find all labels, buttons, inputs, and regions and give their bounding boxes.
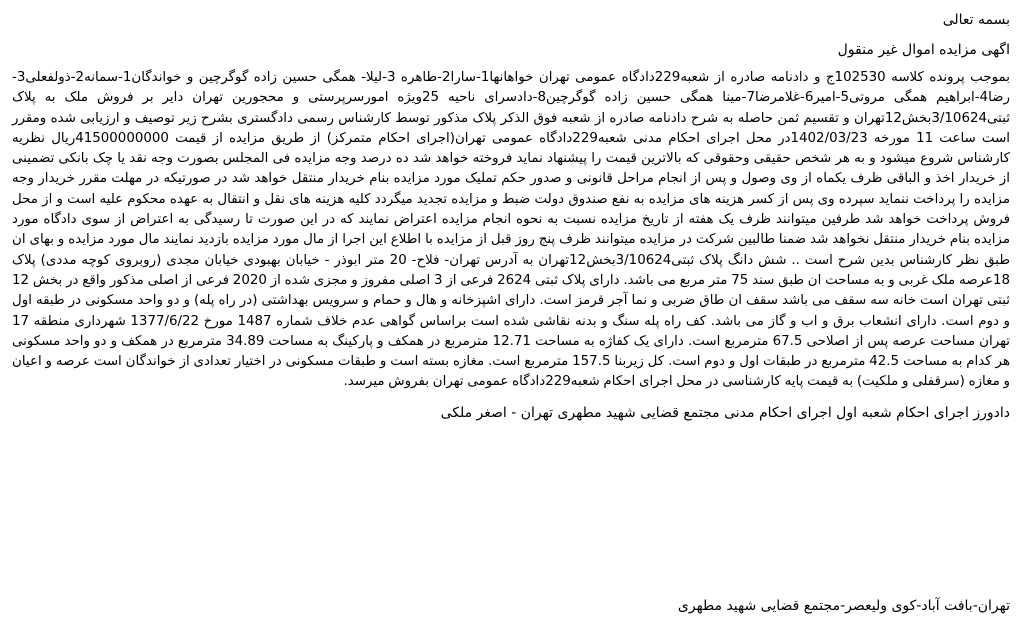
address-line: تهران-بافت آباد-کوی ولیعصر-مجتمع قضایی شهید مطهری: [677, 598, 1010, 614]
notice-body: بموجب پرونده کلاسه 102530ج و دادنامه صادره از شعبه229دادگاه عمومی تهران خواهانها1-سارا2-طاهره 3-لیلا- همگی حسین زاده گوگرچین و خواندگان1-سمانه2-ذولفعلی3-رضا4-ابراهیم همگی مروتی5-امیر6-غلامرضا7-مینا همگی حسین زاده گوگرچین8-دادسرای ناحیه 25ویژه امورسرپرستی و محجورین تهران دایر بر فروش ملک به پلاک ثبتی3/10624بخش12تهران و تقسیم ثمن حاصله به شرح دادنامه صادره از شعبه فوق الذکر پلاک مذکور توسط کارشناس رسمی دادگستری بشرح زیر توصیف و ارزیابی شده ومقرر است ساعت 11 مورخه 1402/03/23در محل اجرای احکام مدنی شعبه229دادگاه عمومی تهران(اجرای احکام متمرکز) از طریق مزایده از قیمت 41500000000ریال نظریه کارشناس شروع میشود و به هر شخص حقیقی وحقوقی که بالاترین قیمت را پیشنهاد نماید فروخته خواهد شد ده درصد وجه مزایده فی المجلس بصورت وجه نقد یا چک بانکی تضمینی از خریدار اخذ و الباقی ظرف یکماه از وی وصول و پس از انجام مراحل قانونی و صدور حکم تملیک مورد مزایده بنام خریدار منتقل خواهد شد در صورتیکه در مهلت مقرر خریدار وجه مزایده را پرداخت ننماید سپرده وی پس از کسر هزینه های مزایده به نفع صندوق دولت ضبط و مزایده تجدید میگردد کلیه هزینه های نقل و انتقال به عهده محکوم علیه است و از محل فروش پرداخت خواهد شد طرفین میتوانند ظرف یک هفته از تاریخ مزایده نسبت به نحوه انجام مزایده اعتراض نمایند که در این صورت تا رسیدگی به اعتراض از سوی دادگاه مورد مزایده بنام خریدار منتقل نخواهد شد ضمنا طالبین شرکت در مزایده میتوانند ظرف پنج روز قبل از مزایده با اطلاع این اجرا از مال مورد مزایده بازدید نمایند مال مورد مزایده و بهای ان طبق نظر کارشناس بدین شرح است .. شش دانگ پلاک ثبتی3/10624بخش12تهران به آدرس تهران- فلاح- 20 متر ابوذر - خیابان بهبودی خیابان مجدی (روبروی کوچه مددی) پلاک 18عرصه ملک غربی و به مساحت ان طبق سند 75 متر مربع می باشد. دارای پلاک ثبتی 2624 فرعی از 3 اصلی مفروز و مجزی شده از 2020 فرعی از اصلی مذکور واقع در بخش 12 ثبتی تهران است خانه سه سقف می باشد سقف ان طاق ضربی و نما آجر قرمز است. دارای اشپزخانه و هال و حمام و سرویس بهداشتی (در راه پله) و دو واحد مسکونی در طبقه اول و دوم است. دارای انشعاب برق و اب و گاز می باشد. کف راه پله سنگ و بدنه نقاشی شده است براساس گواهی عدم خلاف شماره 1487 مورخ 1377/6/22 شهرداری منطقه 17 تهران مساحت عرصه پس از اصلاحی 67.5 مترمربع است. دارای یک کفاژه به مساحت 12.71 مترمربع در همکف و پارکینگ به مساحت 34.89 مترمربع در همکف و دو واحد مسکونی هر کدام به مساحت 42.5 مترمربع در طبقات اول و دوم است. کل زیربنا 157.5 مترمربع است. مغازه بسته است و طبقات مسکونی در اختیار تعدادی از خواندگان است عرصه و اعیان و مغازه (سرقفلی و ملکیت) به قیمت پایه کارشناسی در محل اجرای احکام شعبه229دادگاه عمومی تهران بفروش میرسد.: [12, 70, 1011, 390]
signature-line: دادورز اجرای احکام شعبه اول اجرای احکام مدنی مجتمع قضایی شهید مطهری تهران - اصغر ملکی: [440, 404, 1010, 421]
opening-line: بسمه تعالی: [942, 12, 1010, 28]
notice-title: اگهی مزایده اموال غیر منقول: [837, 42, 1010, 58]
